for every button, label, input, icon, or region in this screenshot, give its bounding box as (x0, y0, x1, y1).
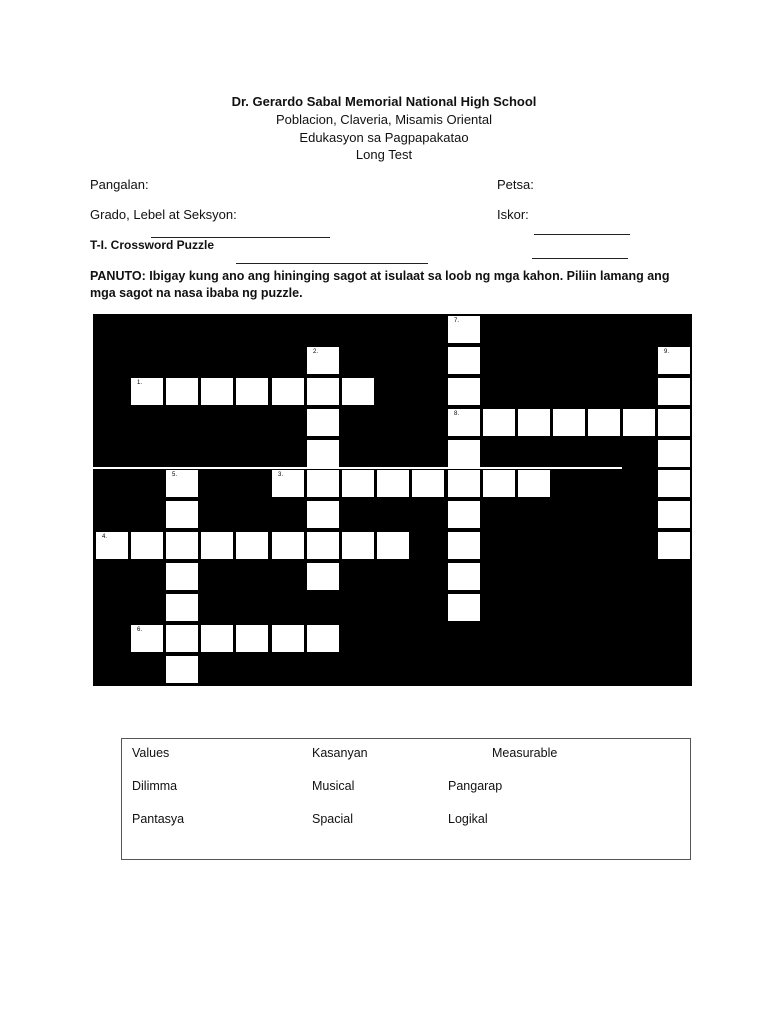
crossword-cell[interactable] (235, 624, 269, 653)
crossword-cell[interactable] (165, 377, 199, 406)
crossword-cell[interactable] (657, 531, 691, 560)
crossword-cell[interactable] (657, 346, 691, 375)
crossword-cell[interactable] (447, 346, 481, 375)
word-bank-item: Kasanyan (312, 746, 368, 760)
word-bank-item: Dilimma (132, 779, 178, 793)
crossword-cell[interactable] (306, 346, 340, 375)
instructions: PANUTO: Ibigay kung ano ang hininging sagot at isulaat sa loob ng mga kahon. Piliin lamang ang mga sagot na nasa ibaba ng puzzle. (90, 269, 670, 300)
crossword-cell[interactable] (165, 469, 199, 498)
word-bank-item: Pantasya (132, 812, 185, 826)
crossword-cell[interactable] (482, 469, 516, 498)
crossword-cell[interactable] (657, 469, 691, 498)
crossword-cell[interactable] (165, 500, 199, 529)
crossword-cell[interactable] (517, 408, 551, 437)
crossword-cell[interactable] (306, 439, 340, 468)
crossword-cell[interactable] (657, 439, 691, 468)
crossword-cell[interactable] (200, 377, 234, 406)
crossword-cell[interactable] (447, 593, 481, 622)
clue-number: 3. (278, 472, 284, 478)
crossword-cell[interactable] (341, 377, 375, 406)
crossword-cell[interactable] (306, 624, 340, 653)
crossword-cell[interactable] (341, 531, 375, 560)
crossword-cell[interactable] (130, 377, 164, 406)
crossword-cell[interactable] (165, 562, 199, 591)
crossword-cell[interactable] (271, 469, 305, 498)
crossword-cell[interactable] (447, 408, 481, 437)
clue-number: 5. (172, 472, 178, 478)
crossword-cell[interactable] (200, 531, 234, 560)
crossword-cell[interactable] (447, 562, 481, 591)
crossword-cell[interactable] (411, 469, 445, 498)
name-label: Pangalan: (90, 177, 149, 192)
score-label: Iskor: (497, 207, 529, 222)
crossword-cell[interactable] (200, 624, 234, 653)
crossword-cell[interactable] (447, 315, 481, 344)
crossword-cell[interactable] (552, 408, 586, 437)
date-answer-line[interactable] (534, 234, 630, 235)
word-bank-item: Logikal (448, 812, 488, 826)
crossword-cell[interactable] (447, 377, 481, 406)
word-bank-item: Pangarap (448, 779, 503, 793)
school-name: Dr. Gerardo Sabal Memorial National High School (231, 94, 537, 109)
crossword-cell[interactable] (235, 377, 269, 406)
word-bank-item: Musical (312, 779, 355, 793)
clue-number: 2. (313, 349, 319, 355)
crossword-cell[interactable] (130, 624, 164, 653)
crossword-grid (93, 314, 692, 686)
grade-level-section-label: Grado, Lebel at Seksyon: (90, 207, 237, 222)
crossword-cell[interactable] (165, 624, 199, 653)
clue-number: 6. (137, 627, 143, 633)
word-bank-item: Values (132, 746, 170, 760)
word-bank-item: Measurable (492, 746, 558, 760)
crossword-cell[interactable] (447, 439, 481, 468)
crossword-cell[interactable] (271, 377, 305, 406)
crossword-cell[interactable] (306, 531, 340, 560)
crossword-cell[interactable] (376, 531, 410, 560)
clue-number: 4. (102, 534, 108, 540)
crossword-cell[interactable] (130, 531, 164, 560)
crossword-cell[interactable] (306, 469, 340, 498)
crossword-cell[interactable] (447, 500, 481, 529)
crossword-cell[interactable] (165, 531, 199, 560)
crossword-cell[interactable] (587, 408, 621, 437)
clue-number: 1. (137, 380, 143, 386)
crossword-cell[interactable] (306, 377, 340, 406)
word-bank (121, 738, 691, 860)
crossword-cell[interactable] (341, 469, 375, 498)
crossword-cell[interactable] (306, 500, 340, 529)
grade-answer-line[interactable] (236, 263, 428, 264)
crossword-cell[interactable] (235, 531, 269, 560)
crossword-cell[interactable] (376, 469, 410, 498)
crossword-cell[interactable] (271, 531, 305, 560)
clue-number: 8. (454, 411, 460, 417)
crossword-cell[interactable] (482, 408, 516, 437)
crossword-cell[interactable] (95, 531, 129, 560)
section-title: T-I. Crossword Puzzle (90, 238, 215, 252)
clue-number: 7. (454, 318, 460, 324)
crossword-cell[interactable] (517, 469, 551, 498)
date-label: Petsa: (497, 177, 534, 192)
school-address: Poblacion, Claveria, Misamis Oriental (275, 112, 493, 127)
subject-title: Edukasyon sa Pagpapakatao (299, 130, 469, 145)
crossword-cell[interactable] (657, 500, 691, 529)
crossword-cell[interactable] (165, 593, 199, 622)
crossword-cell[interactable] (165, 655, 199, 684)
crossword-cell[interactable] (306, 408, 340, 437)
crossword-cell[interactable] (271, 624, 305, 653)
crossword-cell[interactable] (447, 531, 481, 560)
score-answer-line[interactable] (532, 258, 628, 259)
crossword-cell[interactable] (622, 408, 656, 437)
grid-gap-line (93, 467, 622, 469)
crossword-cell[interactable] (447, 469, 481, 498)
word-bank-item: Spacial (312, 812, 353, 826)
crossword-cell[interactable] (306, 562, 340, 591)
crossword-cell[interactable] (657, 408, 691, 437)
clue-number: 9. (664, 349, 670, 355)
test-type: Long Test (355, 147, 413, 162)
crossword-cell[interactable] (657, 377, 691, 406)
